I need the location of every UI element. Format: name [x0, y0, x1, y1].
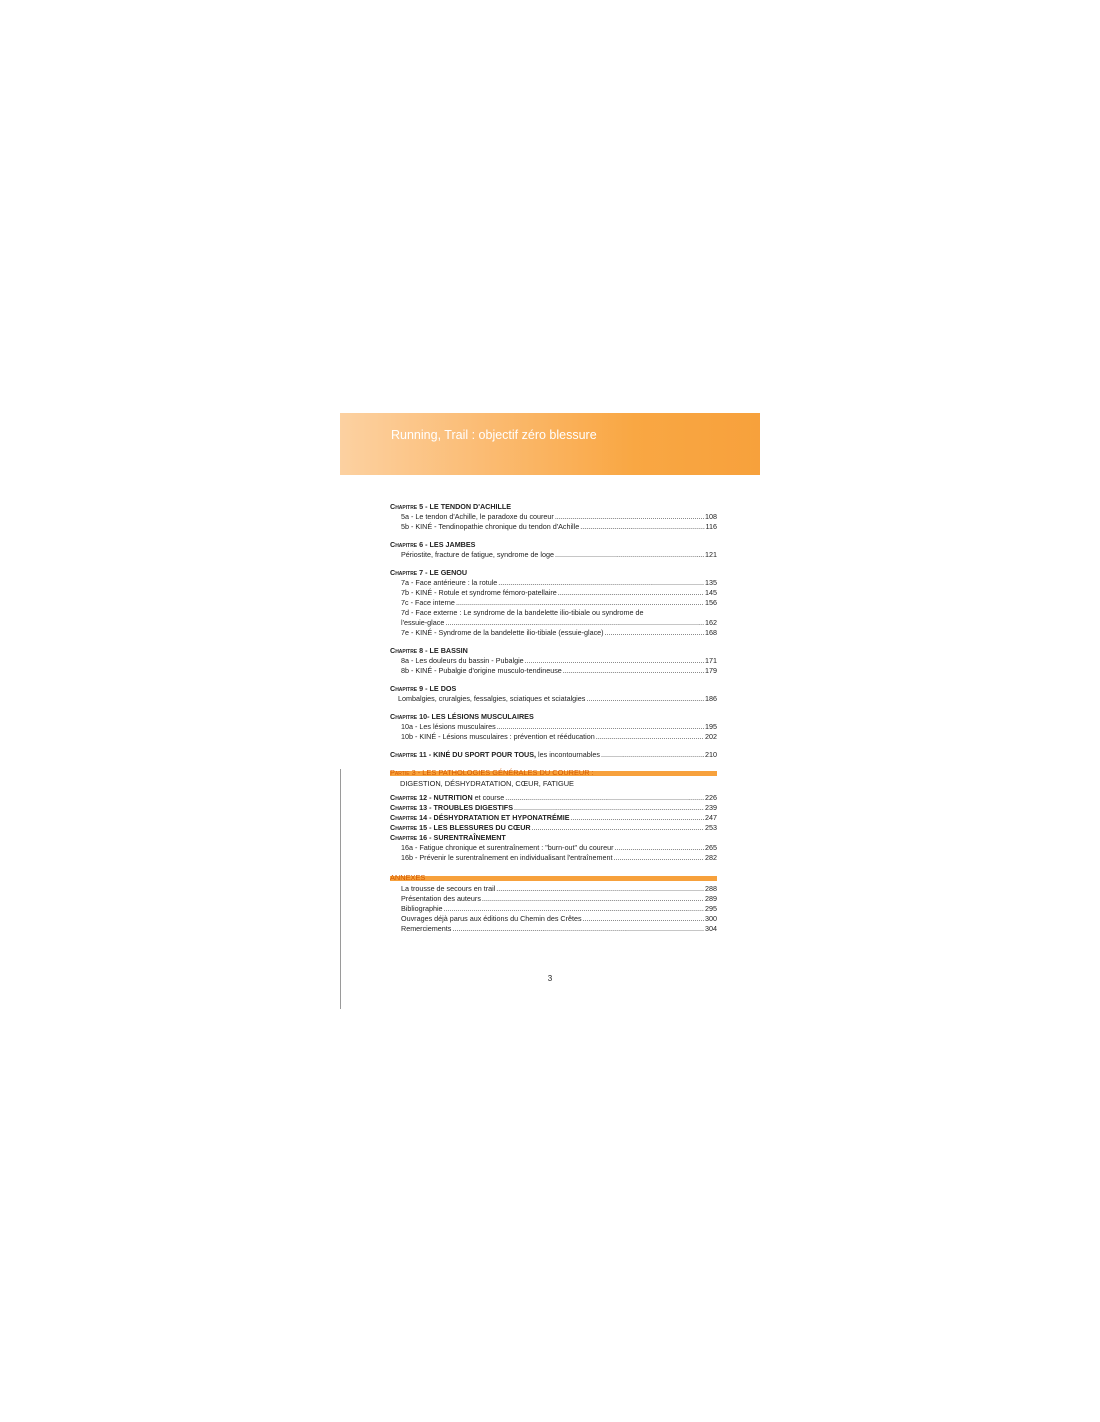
- leader-dots: [596, 732, 704, 742]
- page-ref: 171: [705, 656, 717, 665]
- leader-dots: [583, 914, 704, 924]
- toc-entry[interactable]: [390, 522, 717, 532]
- toc-entry[interactable]: [390, 550, 717, 560]
- entry-label: 7c - Face interne: [401, 598, 455, 607]
- page-ref: 210: [705, 750, 717, 759]
- chapter-prefix: Chapitre 13: [390, 803, 428, 812]
- entry-label: 16b - Prévenir le surentraînement en individualisant l'entraînement: [401, 853, 613, 862]
- entry-label: l'essuie-glace: [401, 618, 445, 627]
- toc-entry[interactable]: [390, 656, 717, 666]
- chapter-prefix: Chapitre 10: [390, 712, 428, 721]
- toc-entry[interactable]: [390, 694, 717, 704]
- page-ref: 239: [705, 803, 717, 812]
- chapter-block: [390, 684, 717, 704]
- leader-dots: [601, 750, 704, 760]
- part-3-subtitle: DIGESTION, DÉSHYDRATATION, CŒUR, FATIGUE: [400, 779, 574, 788]
- toc-entry[interactable]: [390, 843, 717, 853]
- chapter-label: [390, 803, 513, 813]
- entry-label: 8b - KINÉ - Pubalgie d'origine musculo-tendineuse: [401, 666, 562, 675]
- chapter-prefix: Chapitre 15: [390, 823, 428, 832]
- chapter-name: - KINÉ DU SPORT POUR TOUS,: [426, 750, 537, 759]
- chapter-name: - LE GENOU: [423, 568, 468, 577]
- page-ref: 145: [705, 588, 717, 597]
- entry-label: 8a - Les douleurs du bassin - Pubalgie: [401, 656, 524, 665]
- entry-label: Lombalgies, cruralgies, fessalgies, sciatiques et sciatalgies: [398, 694, 586, 703]
- page-ref: 135: [705, 578, 717, 587]
- chapter-16-entries: [390, 843, 717, 863]
- entry-label: 5b - KINÉ - Tendinopathie chronique du tendon d'Achille: [401, 522, 580, 531]
- page-number: 3: [547, 974, 553, 983]
- chapter-name: - LES JAMBES: [423, 540, 476, 549]
- toc-entry[interactable]: [390, 588, 717, 598]
- leader-dots: [586, 694, 704, 704]
- part-3-title: Partie 3 - LES PATHOLOGIES GÉNÉRALES DU COUREUR :: [390, 768, 594, 777]
- chapter-label: [390, 793, 504, 803]
- page-ref: 288: [705, 884, 717, 893]
- annexes-entries: [390, 884, 717, 934]
- leader-dots: [452, 924, 704, 934]
- entry-label: 7e - KINÉ - Syndrome de la bandelette ilio-tibiale (essuie-glace): [401, 628, 604, 637]
- entry-label: 10a - Les lésions musculaires: [401, 722, 496, 731]
- chapter-prefix: Chapitre 8: [390, 646, 424, 655]
- page-ref: 247: [705, 813, 717, 822]
- part-3-banner: [390, 768, 717, 779]
- chapter-name: - TROUBLES DIGESTIFS: [427, 803, 513, 812]
- chapter-name: - LES LÉSIONS MUSCULAIRES: [427, 712, 534, 721]
- page-ref: 186: [705, 694, 717, 703]
- chapter-subtitle: les incontournables: [536, 750, 600, 759]
- leader-dots: [525, 656, 704, 666]
- page-ref: 121: [705, 550, 717, 559]
- leader-dots: [498, 578, 704, 588]
- leader-dots: [614, 843, 704, 853]
- toc-entry[interactable]: [390, 904, 717, 914]
- entry-label: 7b - KINÉ - Rotule et syndrome fémoro-patellaire: [401, 588, 557, 597]
- chapter-title: Chapitre 16 - SURENTRAÎNEMENT: [390, 833, 506, 842]
- header-band: [340, 413, 760, 475]
- entry-label: Bibliographie: [401, 904, 443, 913]
- toc-entry[interactable]: [390, 914, 717, 924]
- toc-entry[interactable]: [390, 924, 717, 934]
- chapter-name: - NUTRITION: [427, 793, 473, 802]
- toc-entry[interactable]: [390, 853, 717, 863]
- toc-entry[interactable]: [390, 618, 717, 628]
- annexes-banner: [390, 873, 717, 884]
- page-ref: 226: [705, 793, 717, 802]
- chapter-block: [390, 502, 717, 532]
- leader-dots: [505, 793, 704, 803]
- page-ref: 116: [705, 522, 717, 531]
- chapter-title: [390, 750, 717, 760]
- chapter-16: [390, 833, 717, 863]
- chapter-label: [390, 813, 570, 823]
- chapter-title: [390, 502, 717, 512]
- leader-dots: [558, 588, 704, 598]
- chapter-title: [390, 540, 717, 550]
- chapter-name: - LE BASSIN: [423, 646, 468, 655]
- page-ref: 156: [705, 598, 717, 607]
- table-of-contents: [390, 502, 717, 934]
- leader-dots: [514, 803, 704, 813]
- page-ref: 168: [705, 628, 717, 637]
- chapter-list-part-3: [390, 793, 717, 833]
- chapter-name: - LE DOS: [423, 684, 457, 693]
- chapter-block: [390, 712, 717, 742]
- page-ref: 202: [705, 732, 717, 741]
- entry-label: Ouvrages déjà parus aux éditions du Chemin des Crêtes: [401, 914, 582, 923]
- page-margin-line: [340, 769, 341, 1009]
- chapter-list-part-2: [390, 502, 717, 742]
- chapter-title: [390, 646, 717, 656]
- entry-label: 5a - Le tendon d'Achille, le paradoxe du coureur: [401, 512, 554, 521]
- chapter-title[interactable]: [390, 813, 717, 823]
- book-page: [340, 413, 760, 1009]
- leader-dots: [444, 904, 704, 914]
- chapter-label: [390, 823, 531, 833]
- toc-entry[interactable]: [390, 722, 717, 732]
- toc-entry[interactable]: [390, 628, 717, 638]
- annexes-title: ANNEXES: [390, 873, 426, 882]
- chapter-11: [390, 750, 717, 760]
- leader-dots: [497, 722, 704, 732]
- page-ref: 108: [705, 512, 717, 521]
- page-ref: 295: [705, 904, 717, 913]
- chapter-block: [390, 646, 717, 676]
- chapter-block: [390, 540, 717, 560]
- page-ref: 195: [705, 722, 717, 731]
- chapter-name: - LE TENDON D'ACHILLE: [423, 502, 512, 511]
- leader-dots: [532, 823, 704, 833]
- chapter-prefix: Chapitre 14: [390, 813, 428, 822]
- leader-dots: [580, 522, 704, 532]
- chapter-subtitle: et course: [472, 793, 505, 802]
- chapter-name: - LES BLESSURES DU CŒUR: [427, 823, 531, 832]
- toc-entry[interactable]: [390, 598, 717, 608]
- leader-dots: [605, 628, 704, 638]
- leader-dots: [445, 618, 704, 628]
- leader-dots: [563, 666, 704, 676]
- entry-label: La trousse de secours en trail: [401, 884, 496, 893]
- page-ref: 289: [705, 894, 717, 903]
- chapter-title: [390, 712, 717, 722]
- leader-dots: [496, 884, 704, 894]
- chapter-title: [390, 684, 717, 694]
- page-ref: 282: [705, 853, 717, 862]
- entry-label: Présentation des auteurs: [401, 894, 481, 903]
- entry-label: Périostite, fracture de fatigue, syndrome de loge: [401, 550, 555, 559]
- chapter-title[interactable]: [390, 823, 717, 833]
- chapter-prefix: Chapitre 12: [390, 793, 428, 802]
- toc-entry[interactable]: [390, 578, 717, 588]
- page-ref: 253: [705, 823, 717, 832]
- book-title: Running, Trail : objectif zéro blessure: [391, 428, 597, 442]
- chapter-title[interactable]: [390, 793, 717, 803]
- annexes-highlight-bar: [390, 876, 717, 881]
- chapter-title[interactable]: [390, 803, 717, 813]
- page-ref: 162: [705, 618, 717, 627]
- toc-entry[interactable]: [390, 884, 717, 894]
- leader-dots: [614, 853, 704, 863]
- chapter-prefix: Chapitre 11: [390, 750, 427, 759]
- entry-label: Remerciements: [401, 924, 452, 933]
- chapter-prefix: Chapitre 9: [390, 684, 424, 693]
- leader-dots: [456, 598, 704, 608]
- chapter-block: [390, 568, 717, 638]
- page-ref: 265: [705, 843, 717, 852]
- chapter-prefix: Chapitre 6: [390, 540, 424, 549]
- leader-dots: [571, 813, 704, 823]
- leader-dots: [555, 550, 704, 560]
- chapter-name: - DÉSHYDRATATION ET HYPONATRÉMIE: [427, 813, 570, 822]
- chapter-prefix: Chapitre 5: [390, 502, 424, 511]
- toc-entry-wrap: 7d - Face externe : Le syndrome de la bandelette ilio-tibiale ou syndrome de: [401, 608, 644, 617]
- chapter-title: [390, 568, 717, 578]
- toc-entry[interactable]: [390, 666, 717, 676]
- page-ref: 179: [705, 666, 717, 675]
- leader-dots: [482, 894, 704, 904]
- toc-entry[interactable]: [390, 732, 717, 742]
- chapter-prefix: Chapitre 7: [390, 568, 424, 577]
- toc-entry[interactable]: [390, 894, 717, 904]
- page-ref: 304: [705, 924, 717, 933]
- entry-label: 10b - KINÉ - Lésions musculaires : prévention et rééducation: [401, 732, 595, 741]
- entry-label: 7a - Face antérieure : la rotule: [401, 578, 498, 587]
- toc-entry[interactable]: [390, 512, 717, 522]
- page-ref: 300: [705, 914, 717, 923]
- leader-dots: [555, 512, 704, 522]
- entry-label: 16a - Fatigue chronique et surentraînement : "burn-out" du coureur: [401, 843, 614, 852]
